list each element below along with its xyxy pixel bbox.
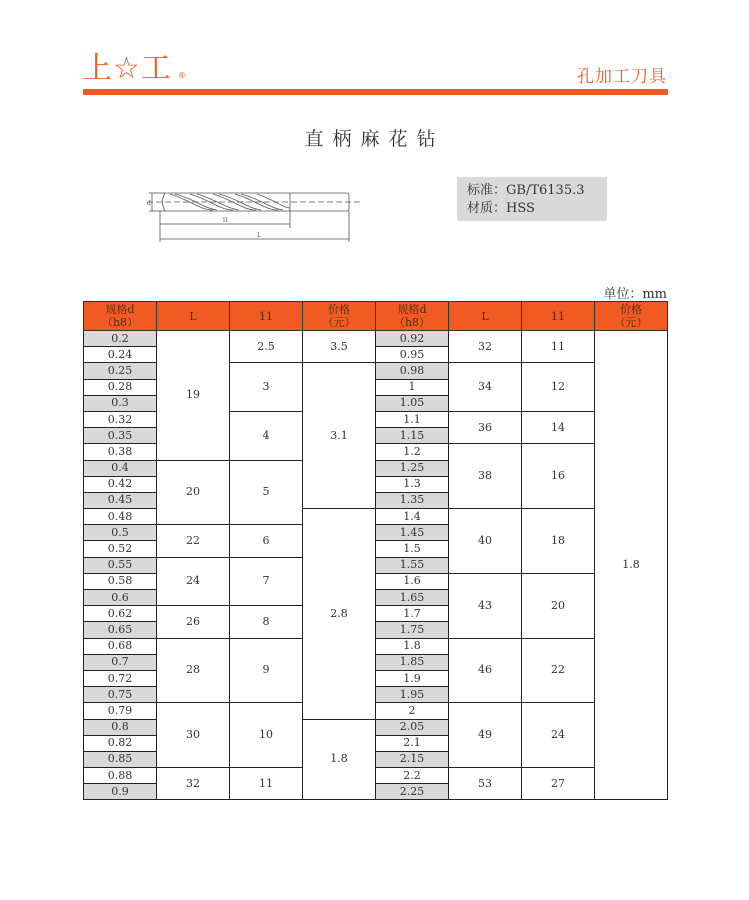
diameter-cell: 0.72 bbox=[84, 670, 157, 686]
diameter-cell: 0.9 bbox=[84, 784, 157, 800]
flute-length-cell: 8 bbox=[230, 606, 303, 638]
table-row bbox=[84, 703, 668, 719]
flute-length-cell: 9 bbox=[230, 638, 303, 703]
diameter-cell: 2 bbox=[376, 703, 449, 719]
diameter-cell: 1.35 bbox=[376, 492, 449, 508]
flute-length-cell: 20 bbox=[522, 573, 595, 638]
diameter-cell: 1.3 bbox=[376, 476, 449, 492]
diameter-label: d bbox=[147, 200, 151, 207]
length-cell: 36 bbox=[449, 411, 522, 443]
diameter-cell: 0.92 bbox=[376, 331, 449, 347]
column-header: 价格 （元） bbox=[303, 302, 376, 331]
diameter-cell: 1.4 bbox=[376, 509, 449, 525]
header-divider bbox=[83, 89, 668, 95]
diameter-cell: 0.55 bbox=[84, 557, 157, 573]
diameter-cell: 0.75 bbox=[84, 687, 157, 703]
column-header: 价格 （元） bbox=[595, 302, 668, 331]
diameter-cell: 0.7 bbox=[84, 654, 157, 670]
flute-length-cell: 5 bbox=[230, 460, 303, 525]
diameter-cell: 2.1 bbox=[376, 735, 449, 751]
l1-label: l1 bbox=[223, 217, 229, 224]
price-cell: 1.8 bbox=[303, 719, 376, 800]
diameter-cell: 0.88 bbox=[84, 768, 157, 784]
spec-info-box bbox=[457, 177, 607, 221]
diameter-cell: 1.7 bbox=[376, 606, 449, 622]
flute-length-cell: 12 bbox=[522, 363, 595, 412]
diameter-cell: 2.15 bbox=[376, 751, 449, 767]
diameter-cell: 0.5 bbox=[84, 525, 157, 541]
length-cell: 32 bbox=[157, 768, 230, 800]
length-cell: 26 bbox=[157, 606, 230, 638]
flute-length-cell: 7 bbox=[230, 557, 303, 606]
diameter-cell: 1.55 bbox=[376, 557, 449, 573]
flute-length-cell: 2.5 bbox=[230, 331, 303, 363]
drill-spec-table bbox=[83, 301, 668, 800]
diameter-cell: 0.2 bbox=[84, 331, 157, 347]
flute-length-cell: 10 bbox=[230, 703, 303, 768]
length-cell: 49 bbox=[449, 703, 522, 768]
diameter-cell: 0.45 bbox=[84, 492, 157, 508]
diameter-cell: 1.05 bbox=[376, 395, 449, 411]
standard-value: GB/T6135.3 bbox=[506, 183, 585, 198]
diameter-cell: 1.75 bbox=[376, 622, 449, 638]
diameter-cell: 0.98 bbox=[376, 363, 449, 379]
price-cell: 2.8 bbox=[303, 509, 376, 719]
diameter-cell: 0.52 bbox=[84, 541, 157, 557]
standard-line bbox=[467, 182, 607, 200]
logo-text: 上☆工 bbox=[82, 51, 172, 86]
diameter-cell: 0.25 bbox=[84, 363, 157, 379]
length-cell: 22 bbox=[157, 525, 230, 557]
diameter-cell: 1.65 bbox=[376, 590, 449, 606]
flute-length-cell: 14 bbox=[522, 411, 595, 443]
flute-length-cell: 11 bbox=[230, 768, 303, 800]
flute-length-cell: 16 bbox=[522, 444, 595, 509]
page-title: 直柄麻花钻 bbox=[304, 128, 445, 150]
diameter-cell: 1.6 bbox=[376, 573, 449, 589]
length-cell: 20 bbox=[157, 460, 230, 525]
diameter-cell: 0.24 bbox=[84, 347, 157, 363]
length-cell: 40 bbox=[449, 509, 522, 574]
diameter-cell: 1.5 bbox=[376, 541, 449, 557]
diameter-cell: 0.32 bbox=[84, 411, 157, 427]
flute-length-cell: 6 bbox=[230, 525, 303, 557]
registered-mark-icon: ® bbox=[177, 71, 187, 80]
diameter-cell: 0.38 bbox=[84, 444, 157, 460]
flute-length-cell: 11 bbox=[522, 331, 595, 363]
diameter-cell: 1.85 bbox=[376, 654, 449, 670]
column-header: L bbox=[449, 302, 522, 331]
column-header: 规格d （h8） bbox=[84, 302, 157, 331]
diameter-cell: 1.25 bbox=[376, 460, 449, 476]
length-cell: 43 bbox=[449, 573, 522, 638]
diameter-cell: 0.95 bbox=[376, 347, 449, 363]
length-cell: 53 bbox=[449, 768, 522, 800]
diameter-cell: 0.42 bbox=[84, 476, 157, 492]
diameter-cell: 0.4 bbox=[84, 460, 157, 476]
column-header: 11 bbox=[230, 302, 303, 331]
length-cell: 32 bbox=[449, 331, 522, 363]
diameter-cell: 1.2 bbox=[376, 444, 449, 460]
flute-length-cell: 24 bbox=[522, 703, 595, 768]
diameter-cell: 1.1 bbox=[376, 411, 449, 427]
column-header: 规格d （h8） bbox=[376, 302, 449, 331]
table-header-row bbox=[84, 302, 668, 331]
price-cell: 1.8 bbox=[595, 331, 668, 800]
material-label: 材质： bbox=[467, 201, 507, 216]
material-line bbox=[467, 200, 607, 218]
table-body bbox=[84, 331, 668, 800]
price-cell: 3.5 bbox=[303, 331, 376, 363]
flute-length-cell: 4 bbox=[230, 411, 303, 460]
diameter-cell: 0.85 bbox=[84, 751, 157, 767]
flute-length-cell: 22 bbox=[522, 638, 595, 703]
length-cell: 28 bbox=[157, 638, 230, 703]
diameter-cell: 0.68 bbox=[84, 638, 157, 654]
flute-length-cell: 27 bbox=[522, 768, 595, 800]
diameter-cell: 0.79 bbox=[84, 703, 157, 719]
diameter-cell: 1.9 bbox=[376, 670, 449, 686]
material-value: HSS bbox=[506, 201, 535, 216]
table-row bbox=[84, 638, 668, 654]
diameter-cell: 0.58 bbox=[84, 573, 157, 589]
diameter-cell: 0.28 bbox=[84, 379, 157, 395]
column-header: L bbox=[157, 302, 230, 331]
brand-logo bbox=[82, 50, 187, 86]
diameter-cell: 1.15 bbox=[376, 428, 449, 444]
diameter-cell: 0.35 bbox=[84, 428, 157, 444]
length-cell: 30 bbox=[157, 703, 230, 768]
product-category: 孔加工刀具 bbox=[577, 67, 667, 87]
diameter-cell: 0.3 bbox=[84, 395, 157, 411]
flute-length-cell: 3 bbox=[230, 363, 303, 412]
column-header: 11 bbox=[522, 302, 595, 331]
length-cell: 24 bbox=[157, 557, 230, 606]
length-label: L bbox=[257, 232, 261, 239]
diameter-cell: 1.95 bbox=[376, 687, 449, 703]
diameter-cell: 0.8 bbox=[84, 719, 157, 735]
diameter-cell: 1.45 bbox=[376, 525, 449, 541]
diameter-cell: 0.65 bbox=[84, 622, 157, 638]
diameter-cell: 1 bbox=[376, 379, 449, 395]
diameter-cell: 0.6 bbox=[84, 590, 157, 606]
flute-length-cell: 18 bbox=[522, 509, 595, 574]
diameter-cell: 2.05 bbox=[376, 719, 449, 735]
standard-label: 标准： bbox=[467, 183, 507, 198]
diameter-cell: 0.62 bbox=[84, 606, 157, 622]
unit-label: 单位：mm bbox=[603, 287, 667, 302]
diameter-cell: 2.25 bbox=[376, 784, 449, 800]
diameter-cell: 0.82 bbox=[84, 735, 157, 751]
diameter-cell: 0.48 bbox=[84, 509, 157, 525]
table-row bbox=[84, 768, 668, 784]
drill-drawing-icon bbox=[135, 186, 365, 250]
table-row bbox=[84, 331, 668, 347]
length-cell: 19 bbox=[157, 331, 230, 461]
diameter-cell: 1.8 bbox=[376, 638, 449, 654]
length-cell: 46 bbox=[449, 638, 522, 703]
diameter-cell: 2.2 bbox=[376, 768, 449, 784]
price-cell: 3.1 bbox=[303, 363, 376, 509]
length-cell: 38 bbox=[449, 444, 522, 509]
length-cell: 34 bbox=[449, 363, 522, 412]
